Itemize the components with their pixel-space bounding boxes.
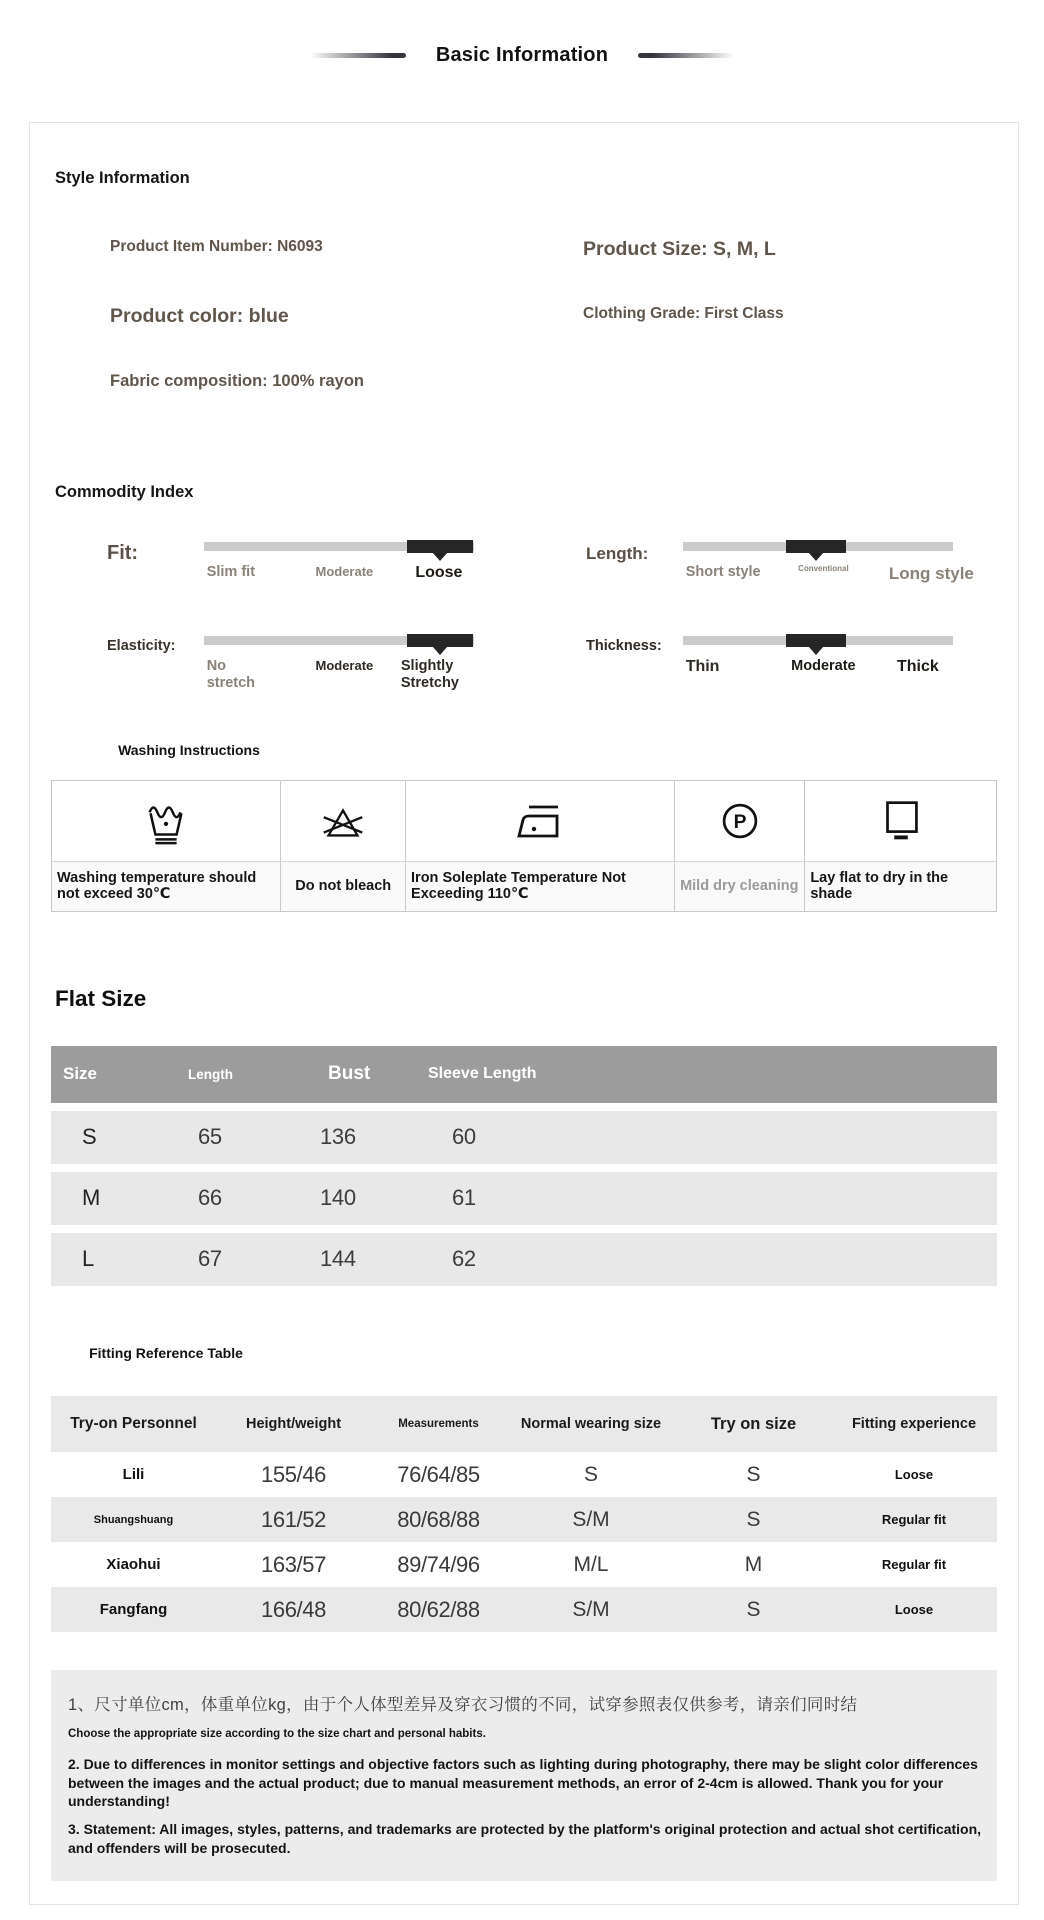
slider-thickness	[586, 636, 963, 706]
slider-fit-option-slim: Slim fit	[206, 564, 256, 580]
page-title: Basic Information	[435, 44, 609, 66]
clothing-grade: Clothing Grade: First Class	[583, 305, 784, 322]
iron-110-icon	[512, 793, 568, 849]
note-color-difference: 2. Due to differences in monitor settings and objective factors such as lighting during photography, there may be slight color differences between the images and the actual product; due to manual measurement methods, an error of 2-4cm is allowed. Thank you for your understanding!	[68, 1756, 978, 1810]
measurements: 80/68/88	[397, 1506, 480, 1532]
col-try-on-personnel: Try-on Personnel	[70, 1415, 197, 1433]
try-on-size: M	[744, 1552, 763, 1576]
slider-fit-option-loose: Loose	[415, 564, 463, 581]
slider-length	[586, 542, 974, 612]
slider-fit-indicator	[407, 540, 473, 553]
slider-elasticity-track	[204, 636, 474, 645]
fitting-experience: Regular fit	[881, 1557, 947, 1573]
slider-thickness-option-thin: Thin	[685, 658, 720, 675]
length-value: 67	[198, 1246, 222, 1272]
slider-elasticity-label: Elasticity:	[107, 638, 176, 654]
notes-box	[51, 1670, 997, 1881]
slider-length-indicator	[786, 540, 847, 553]
style-information-heading: Style Information	[55, 169, 190, 187]
note-size-advice: Choose the appropriate size according to the size chart and personal habits.	[68, 1728, 486, 1741]
svg-text:P: P	[733, 812, 747, 834]
size-value: M	[82, 1185, 101, 1211]
washing-instructions-table	[51, 780, 997, 912]
table-row-lili	[51, 1452, 997, 1497]
slider-elasticity-option-nostretch: No stretch	[206, 658, 256, 691]
slider-length-label: Length:	[586, 544, 649, 563]
fitting-experience: Loose	[894, 1467, 934, 1483]
product-size: Product Size: S, M, L	[583, 238, 776, 260]
commodity-index-sliders	[51, 542, 997, 706]
col-normal-wearing-size: Normal wearing size	[520, 1416, 662, 1433]
info-card	[29, 122, 1019, 1905]
size-value: L	[82, 1246, 94, 1272]
table-row-shuangshuang	[51, 1497, 997, 1542]
note-chinese: 1、尺寸单位cm，体重单位kg，由于个人体型差异及穿衣习惯的不同，试穿参照表仅供参考，请亲们同时结	[68, 1696, 858, 1715]
slider-fit-track	[204, 542, 474, 551]
note-statement: 3. Statement: All images, styles, patterns, and trademarks are protected by the platform's original protection and actual shot certification, and offenders will be prosecuted.	[68, 1820, 982, 1856]
personnel-name: Xiaohui	[106, 1556, 161, 1574]
fitting-reference-heading: Fitting Reference Table	[89, 1344, 243, 1361]
empty-cell	[524, 372, 997, 391]
header-left-line	[310, 53, 406, 58]
iron-cell	[405, 781, 674, 861]
flat-size-header-row	[51, 1046, 997, 1103]
slider-thickness-option-thick: Thick	[896, 658, 939, 675]
style-information-grid	[51, 238, 997, 391]
normal-size: S	[583, 1462, 598, 1486]
slider-elasticity-option-stretchy: Slightly Stretchy	[400, 658, 459, 691]
slider-fit-label: Fit:	[107, 542, 139, 564]
slider-thickness-label: Thickness:	[586, 638, 662, 654]
flat-size-table	[51, 1046, 997, 1286]
wash-temp-caption: Washing temperature should not exceed 30℃	[52, 861, 280, 911]
slider-elasticity-indicator	[407, 634, 473, 647]
height-weight: 166/48	[261, 1596, 326, 1622]
size-value: S	[82, 1124, 97, 1150]
normal-size: M/L	[573, 1552, 609, 1576]
table-row-fangfang	[51, 1587, 997, 1632]
slider-pointer-icon	[808, 646, 824, 655]
normal-size: S/M	[572, 1507, 610, 1531]
measurements: 80/62/88	[397, 1596, 480, 1622]
try-on-size: S	[746, 1507, 761, 1531]
col-bust: Bust	[328, 1063, 371, 1085]
product-color: Product color: blue	[110, 305, 289, 327]
slider-length-option-long: Long style	[888, 564, 974, 583]
bust-value: 144	[320, 1246, 356, 1272]
slider-thickness-option-moderate: Moderate	[791, 658, 856, 674]
fitting-experience: Regular fit	[881, 1512, 947, 1528]
sleeve-value: 60	[452, 1124, 476, 1150]
wash-temp-30-icon	[139, 794, 193, 848]
measurements: 76/64/85	[397, 1461, 480, 1487]
bust-value: 136	[320, 1124, 356, 1150]
bust-value: 140	[320, 1185, 356, 1211]
dry-flat-shade-icon	[874, 794, 928, 848]
try-on-size: S	[746, 1462, 761, 1486]
personnel-name: Lili	[122, 1466, 145, 1484]
table-row-xiaohui	[51, 1542, 997, 1587]
washing-instructions-heading: Washing Instructions	[118, 742, 260, 758]
personnel-name: Fangfang	[99, 1601, 168, 1619]
slider-length-track	[683, 542, 953, 551]
do-not-bleach-icon	[316, 794, 370, 848]
commodity-index-heading: Commodity Index	[55, 483, 194, 501]
table-row-l	[51, 1233, 997, 1286]
slider-fit	[107, 542, 474, 612]
iron-caption: Iron Soleplate Temperature Not Exceeding 110℃	[405, 861, 674, 911]
no-bleach-caption: Do not bleach	[280, 861, 405, 911]
product-item-number: Product Item Number: N6093	[110, 238, 323, 255]
dry-clean-caption: Mild dry cleaning	[674, 861, 804, 911]
col-try-on-size: Try on size	[710, 1414, 797, 1433]
fitting-experience: Loose	[894, 1602, 934, 1618]
slider-thickness-indicator	[786, 634, 847, 647]
length-value: 66	[198, 1185, 222, 1211]
fitting-header-row	[51, 1396, 997, 1452]
fabric-composition: Fabric composition: 100% rayon	[110, 372, 364, 390]
flat-size-heading: Flat Size	[55, 985, 147, 1011]
col-sleeve-length: Sleeve Length	[428, 1065, 537, 1083]
col-fitting-experience: Fitting experience	[851, 1416, 977, 1433]
fitting-reference-table	[51, 1396, 997, 1632]
slider-pointer-icon	[432, 552, 448, 561]
slider-pointer-icon	[432, 646, 448, 655]
slider-thickness-track	[683, 636, 953, 645]
height-weight: 155/46	[261, 1461, 326, 1487]
normal-size: S/M	[572, 1597, 610, 1621]
slider-length-option-conventional: Conventional	[798, 564, 849, 573]
mild-dry-clean-icon	[713, 794, 767, 848]
dry-flat-caption: Lay flat to dry in the shade	[804, 861, 996, 911]
table-row-s	[51, 1111, 997, 1164]
slider-length-option-short: Short style	[685, 564, 761, 580]
try-on-size: S	[746, 1597, 761, 1621]
col-measurements: Measurements	[398, 1418, 479, 1431]
header-right-line	[638, 53, 734, 58]
wash-temp-cell	[52, 781, 280, 861]
page-header	[0, 44, 1044, 67]
slider-elasticity	[107, 636, 474, 706]
measurements: 89/74/96	[397, 1551, 480, 1577]
length-value: 65	[198, 1124, 222, 1150]
slider-elasticity-option-moderate: Moderate	[315, 658, 374, 673]
dry-flat-cell	[804, 781, 996, 861]
slider-fit-option-moderate: Moderate	[315, 564, 374, 579]
slider-pointer-icon	[808, 552, 824, 561]
height-weight: 161/52	[261, 1506, 326, 1532]
personnel-name: Shuangshuang	[93, 1513, 174, 1526]
col-size: Size	[63, 1064, 98, 1084]
no-bleach-cell	[280, 781, 405, 861]
col-length: Length	[188, 1066, 233, 1082]
sleeve-value: 62	[452, 1246, 476, 1272]
table-row-m	[51, 1172, 997, 1225]
col-height-weight: Height/weight	[245, 1416, 342, 1433]
height-weight: 163/57	[261, 1551, 326, 1577]
dry-clean-cell	[674, 781, 804, 861]
sleeve-value: 61	[452, 1185, 476, 1211]
